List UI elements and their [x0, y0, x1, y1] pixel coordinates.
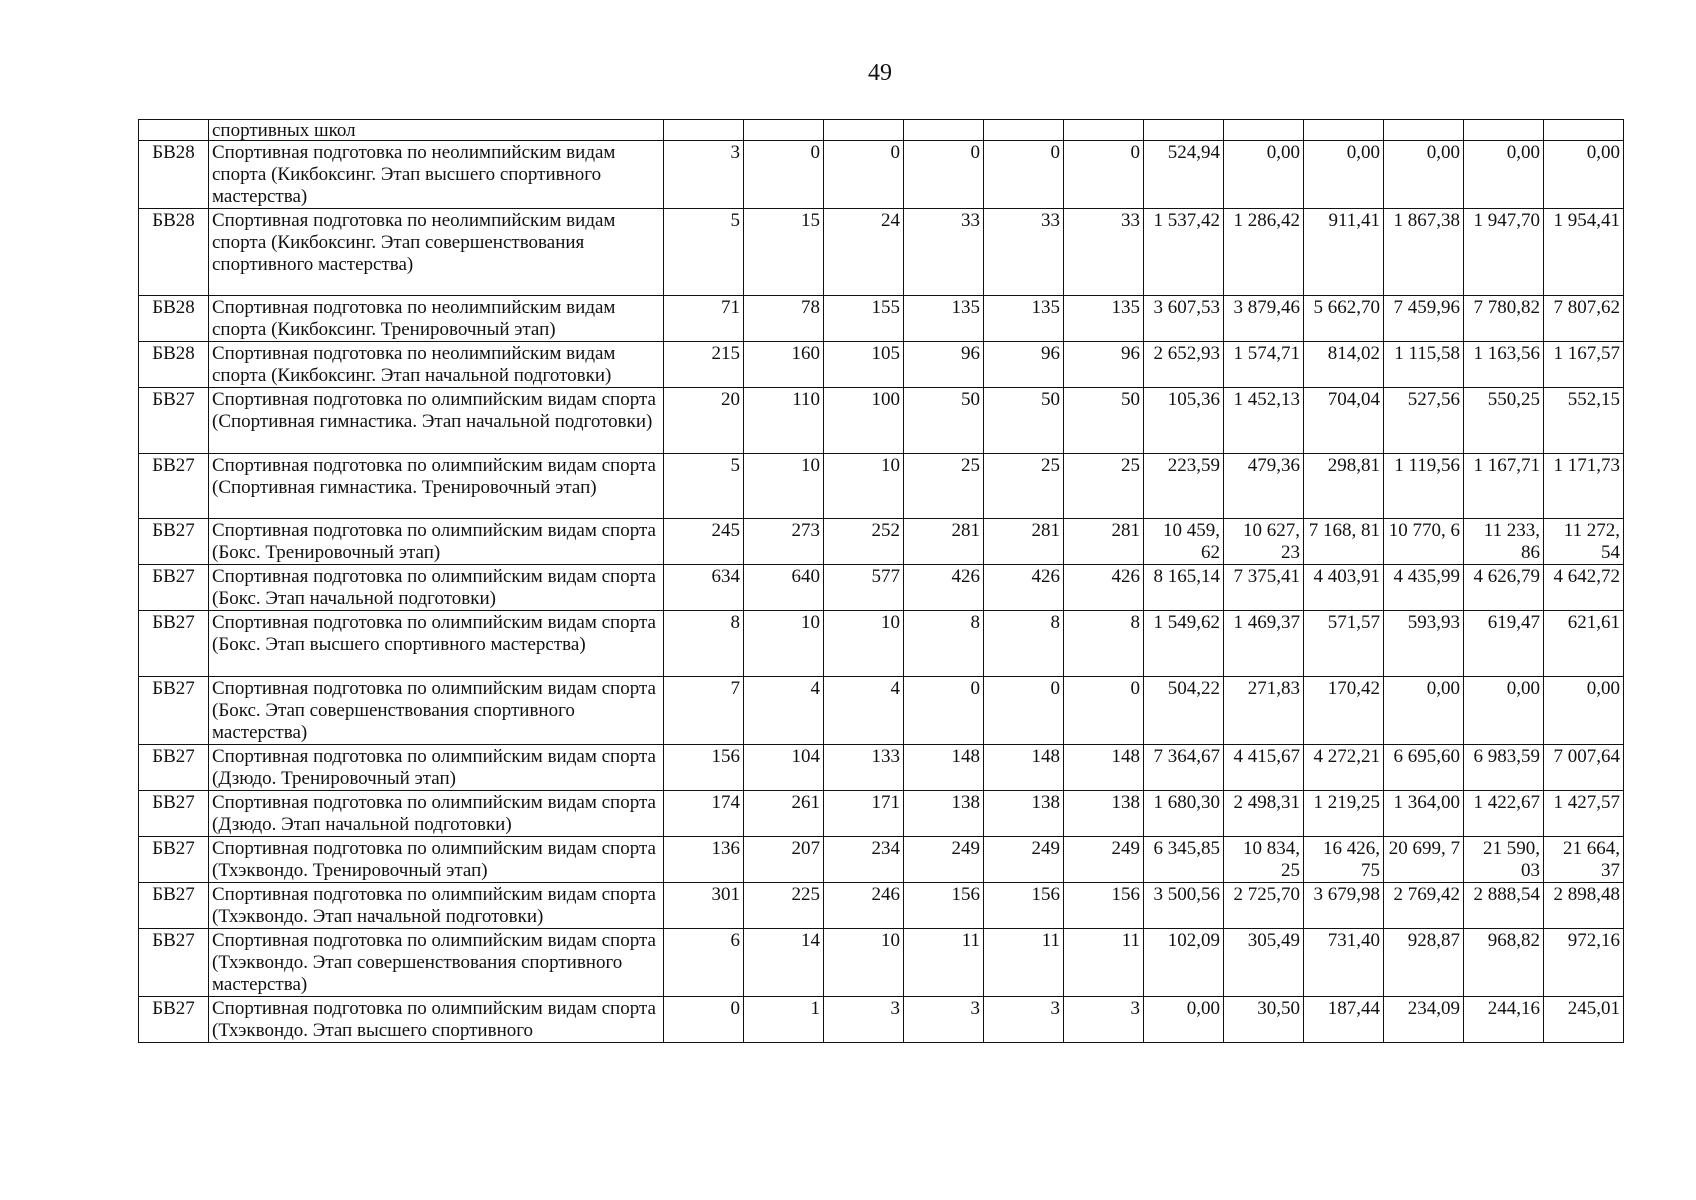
table-cell-value: 1: [744, 997, 824, 1043]
table-cell-value: 5: [664, 454, 744, 519]
table-row: [139, 997, 1624, 1043]
table-cell-value: 0: [1064, 677, 1144, 745]
table-cell-value: 148: [1064, 745, 1144, 791]
table-cell-value: 244,16: [1464, 997, 1544, 1043]
table-cell-value: 4 435,99: [1384, 565, 1464, 611]
table-cell-name: Спортивная подготовка по олимпийским видам спорта (Спортивная гимнастика. Тренировочный этап): [209, 454, 664, 519]
table-cell-value: 8: [664, 611, 744, 677]
table-cell-value: 20: [664, 388, 744, 454]
table-cell-value: 2 498,31: [1224, 791, 1304, 837]
table-cell-value: 1 549,62: [1144, 611, 1224, 677]
table-cell: [824, 120, 904, 141]
table-cell-value: 0: [904, 141, 984, 209]
table-cell-value: 10: [824, 929, 904, 997]
table-cell-value: 234: [824, 837, 904, 883]
table-cell-code: БВ27: [139, 883, 209, 929]
table-cell-value: 4 642,72: [1544, 565, 1624, 611]
table-cell-value: 1 469,37: [1224, 611, 1304, 677]
table-cell-value: 0,00: [1544, 141, 1624, 209]
table-cell-value: 24: [824, 209, 904, 296]
table-cell-code: БВ27: [139, 388, 209, 454]
table-cell-value: 1 163,56: [1464, 342, 1544, 388]
table-cell-name: Спортивная подготовка по олимпийским видам спорта (Тхэквондо. Этап начальной подготовки): [209, 883, 664, 929]
table-cell-value: 249: [904, 837, 984, 883]
table-cell-code: БВ28: [139, 141, 209, 209]
table-row: [139, 454, 1624, 519]
table-cell-name: Спортивная подготовка по олимпийским видам спорта (Тхэквондо. Этап совершенствования спортивного мастерства): [209, 929, 664, 997]
table-cell-value: 14: [744, 929, 824, 997]
table-cell: [664, 120, 744, 141]
table-cell-value: 21 664, 37: [1544, 837, 1624, 883]
table-cell-value: 245,01: [1544, 997, 1624, 1043]
table-row: [139, 677, 1624, 745]
table-row: [139, 296, 1624, 342]
table-cell-value: 4 626,79: [1464, 565, 1544, 611]
table-cell-value: 0: [664, 997, 744, 1043]
table-cell-value: 102,09: [1144, 929, 1224, 997]
table-cell-value: 7 007,64: [1544, 745, 1624, 791]
table-cell-value: 1 286,42: [1224, 209, 1304, 296]
table-cell-value: 249: [1064, 837, 1144, 883]
table-cell-value: 207: [744, 837, 824, 883]
table-cell-value: 281: [1064, 519, 1144, 565]
table-cell-value: 3: [984, 997, 1064, 1043]
table-cell-value: 5 662,70: [1304, 296, 1384, 342]
table-cell-value: 1 867,38: [1384, 209, 1464, 296]
table-cell-value: 4: [824, 677, 904, 745]
table-cell-value: 3 500,56: [1144, 883, 1224, 929]
table-cell-value: 281: [904, 519, 984, 565]
table-cell-value: 271,83: [1224, 677, 1304, 745]
table-cell-value: 0: [744, 141, 824, 209]
table-cell-value: 1 947,70: [1464, 209, 1544, 296]
table-cell-value: 135: [1064, 296, 1144, 342]
table-cell-code: [139, 120, 209, 141]
table-cell-value: 524,94: [1144, 141, 1224, 209]
table-cell-value: 8: [984, 611, 1064, 677]
table-cell-value: 0,00: [1384, 141, 1464, 209]
table-cell-value: 0: [984, 677, 1064, 745]
table-cell: [744, 120, 824, 141]
table-cell-value: 0,00: [1304, 141, 1384, 209]
table-row: [139, 565, 1624, 611]
table-cell-value: 7 375,41: [1224, 565, 1304, 611]
table-cell-value: 2 769,42: [1384, 883, 1464, 929]
table-cell-value: 1 219,25: [1304, 791, 1384, 837]
table-cell-name: Спортивная подготовка по олимпийским видам спорта (Тхэквондо. Этап высшего спортивного: [209, 997, 664, 1043]
table-cell-value: 0: [984, 141, 1064, 209]
table-row: [139, 791, 1624, 837]
table-cell-value: 3 879,46: [1224, 296, 1304, 342]
table-cell-value: 972,16: [1544, 929, 1624, 997]
table-cell-name: Спортивная подготовка по олимпийским видам спорта (Бокс. Этап начальной подготовки): [209, 565, 664, 611]
table-cell-value: 136: [664, 837, 744, 883]
table-cell-value: 552,15: [1544, 388, 1624, 454]
table-cell-value: 1 119,56: [1384, 454, 1464, 519]
table-cell-value: 504,22: [1144, 677, 1224, 745]
table-cell-value: 10: [824, 611, 904, 677]
table-cell-value: 50: [904, 388, 984, 454]
table-cell-value: 138: [904, 791, 984, 837]
table-cell-value: 640: [744, 565, 824, 611]
table-cell-value: 4 403,91: [1304, 565, 1384, 611]
table-cell-value: 968,82: [1464, 929, 1544, 997]
table-cell-code: БВ27: [139, 745, 209, 791]
table-cell-value: 1 167,71: [1464, 454, 1544, 519]
table-cell-value: 1 680,30: [1144, 791, 1224, 837]
table-cell-value: 4 415,67: [1224, 745, 1304, 791]
table-cell-value: 156: [904, 883, 984, 929]
table-cell-value: 100: [824, 388, 904, 454]
table-cell-value: 928,87: [1384, 929, 1464, 997]
table-cell-value: 0,00: [1224, 141, 1304, 209]
table-cell-value: 298,81: [1304, 454, 1384, 519]
table-cell-value: 1 422,67: [1464, 791, 1544, 837]
table-cell-value: 148: [984, 745, 1064, 791]
table-cell-value: 6: [664, 929, 744, 997]
table-cell-value: 593,93: [1384, 611, 1464, 677]
table-cell-value: 174: [664, 791, 744, 837]
table-cell-value: 1 167,57: [1544, 342, 1624, 388]
table-cell-value: 33: [984, 209, 1064, 296]
table-cell-value: 621,61: [1544, 611, 1624, 677]
table-cell-name: Спортивная подготовка по неолимпийским видам спорта (Кикбоксинг. Тренировочный этап): [209, 296, 664, 342]
table-cell-value: 15: [744, 209, 824, 296]
table-cell-value: 911,41: [1304, 209, 1384, 296]
table-cell-value: 7 364,67: [1144, 745, 1224, 791]
table-cell-value: 2 725,70: [1224, 883, 1304, 929]
table-cell-value: 155: [824, 296, 904, 342]
table-cell-value: 0,00: [1464, 141, 1544, 209]
table-cell-value: 1 954,41: [1544, 209, 1624, 296]
table-cell-value: 527,56: [1384, 388, 1464, 454]
table-cell: [1384, 120, 1464, 141]
table-cell: [904, 120, 984, 141]
table-cell-value: 11 272, 54: [1544, 519, 1624, 565]
table-cell-code: БВ28: [139, 209, 209, 296]
table-cell-value: 10 834, 25: [1224, 837, 1304, 883]
table-row: [139, 141, 1624, 209]
table-cell-value: 0: [904, 677, 984, 745]
table-cell-name: Спортивная подготовка по олимпийским видам спорта (Бокс. Тренировочный этап): [209, 519, 664, 565]
table-cell-value: 3: [904, 997, 984, 1043]
table-cell-value: 1 452,13: [1224, 388, 1304, 454]
table-cell-value: 0: [1064, 141, 1144, 209]
table-cell-value: 138: [984, 791, 1064, 837]
table-cell-name: Спортивная подготовка по неолимпийским видам спорта (Кикбоксинг. Этап высшего спортивного мастерства): [209, 141, 664, 209]
table-cell-code: БВ27: [139, 791, 209, 837]
table-cell: [1464, 120, 1544, 141]
table-cell-value: 0,00: [1544, 677, 1624, 745]
table-cell-value: 577: [824, 565, 904, 611]
table-cell-code: БВ27: [139, 565, 209, 611]
table-cell-code: БВ27: [139, 519, 209, 565]
table-cell-value: 96: [1064, 342, 1144, 388]
table-cell-value: 0: [824, 141, 904, 209]
table-cell-value: 1 171,73: [1544, 454, 1624, 519]
table-cell-value: 11: [1064, 929, 1144, 997]
table-cell-value: 301: [664, 883, 744, 929]
table-cell-value: 2 888,54: [1464, 883, 1544, 929]
table-cell-value: 479,36: [1224, 454, 1304, 519]
table-cell: [984, 120, 1064, 141]
table-cell-value: 50: [984, 388, 1064, 454]
table-cell-value: 10 627, 23: [1224, 519, 1304, 565]
table-row: [139, 883, 1624, 929]
table-cell-value: 4: [744, 677, 824, 745]
table-cell-value: 5: [664, 209, 744, 296]
table-cell-value: 8 165,14: [1144, 565, 1224, 611]
table-cell-value: 71: [664, 296, 744, 342]
table-cell-value: 10 770, 6: [1384, 519, 1464, 565]
table-cell-value: 0,00: [1144, 997, 1224, 1043]
table-cell-value: 135: [984, 296, 1064, 342]
table-cell-name: Спортивная подготовка по олимпийским видам спорта (Бокс. Этап высшего спортивного мастерства): [209, 611, 664, 677]
table-cell-value: 8: [1064, 611, 1144, 677]
table-cell-value: 7 168, 81: [1304, 519, 1384, 565]
table-cell-code: БВ27: [139, 837, 209, 883]
table-cell-value: 273: [744, 519, 824, 565]
table-cell-value: 7: [664, 677, 744, 745]
table-cell-name: Спортивная подготовка по олимпийским видам спорта (Спортивная гимнастика. Этап начальной подготовки): [209, 388, 664, 454]
table-cell-value: 4 272,21: [1304, 745, 1384, 791]
table-cell-value: 133: [824, 745, 904, 791]
table-row: [139, 388, 1624, 454]
table-cell-value: 261: [744, 791, 824, 837]
table-cell-value: 1 574,71: [1224, 342, 1304, 388]
table-cell-value: 245: [664, 519, 744, 565]
table-cell-value: 2 898,48: [1544, 883, 1624, 929]
table-cell-value: 110: [744, 388, 824, 454]
table-cell-value: 78: [744, 296, 824, 342]
table-cell-value: 634: [664, 565, 744, 611]
table-cell-value: 16 426, 75: [1304, 837, 1384, 883]
table-cell: [1144, 120, 1224, 141]
table-cell-value: 10: [744, 611, 824, 677]
table-cell-name: Спортивная подготовка по олимпийским видам спорта (Тхэквондо. Тренировочный этап): [209, 837, 664, 883]
table-cell-value: 1 364,00: [1384, 791, 1464, 837]
table-cell-value: 3 679,98: [1304, 883, 1384, 929]
table-cell-value: 170,42: [1304, 677, 1384, 745]
table-row: [139, 519, 1624, 565]
table-cell-value: 10: [744, 454, 824, 519]
table-cell-value: 156: [664, 745, 744, 791]
table-cell-value: 305,49: [1224, 929, 1304, 997]
table-cell-value: 246: [824, 883, 904, 929]
table-cell-name: Спортивная подготовка по неолимпийским видам спорта (Кикбоксинг. Этап начальной подготовки): [209, 342, 664, 388]
table-row: [139, 837, 1624, 883]
table-cell-value: 249: [984, 837, 1064, 883]
table-cell-value: 11 233, 86: [1464, 519, 1544, 565]
table-cell-value: 550,25: [1464, 388, 1544, 454]
table-cell-value: 96: [904, 342, 984, 388]
table-cell: [1224, 120, 1304, 141]
table-cell-code: БВ27: [139, 611, 209, 677]
table-cell-value: 171: [824, 791, 904, 837]
table-cell-value: 0,00: [1384, 677, 1464, 745]
table-cell: [1064, 120, 1144, 141]
table-cell-value: 21 590, 03: [1464, 837, 1544, 883]
table-cell-code: БВ27: [139, 929, 209, 997]
table-cell-value: 6 345,85: [1144, 837, 1224, 883]
table-cell-value: 1 115,58: [1384, 342, 1464, 388]
table-cell-name: Спортивная подготовка по неолимпийским видам спорта (Кикбоксинг. Этап совершенствования спортивного мастерства): [209, 209, 664, 296]
table-cell-value: 25: [904, 454, 984, 519]
table-cell-value: 33: [1064, 209, 1144, 296]
table-row: [139, 745, 1624, 791]
table-cell-value: 3: [824, 997, 904, 1043]
table-cell-value: 7 807,62: [1544, 296, 1624, 342]
table-cell-value: 50: [1064, 388, 1144, 454]
table-cell-value: 0,00: [1464, 677, 1544, 745]
table-cell-value: 148: [904, 745, 984, 791]
table-cell-value: 11: [984, 929, 1064, 997]
table-cell: [1304, 120, 1384, 141]
table-cell-value: 234,09: [1384, 997, 1464, 1043]
table-cell-value: 223,59: [1144, 454, 1224, 519]
table-cell-value: 814,02: [1304, 342, 1384, 388]
table-cell-value: 3: [664, 141, 744, 209]
table-cell-value: 252: [824, 519, 904, 565]
table-cell-name: Спортивная подготовка по олимпийским видам спорта (Дзюдо. Этап начальной подготовки): [209, 791, 664, 837]
table-cell-value: 619,47: [1464, 611, 1544, 677]
table-cell-value: 1 427,57: [1544, 791, 1624, 837]
page-number: 49: [868, 60, 892, 86]
table-cell-code: БВ27: [139, 677, 209, 745]
table-cell-value: 6 695,60: [1384, 745, 1464, 791]
table-cell-value: 215: [664, 342, 744, 388]
table-cell-value: 704,04: [1304, 388, 1384, 454]
table-cell-value: 8: [904, 611, 984, 677]
table-cell-value: 33: [904, 209, 984, 296]
table-cell-value: 3: [1064, 997, 1144, 1043]
table-cell-value: 10 459, 62: [1144, 519, 1224, 565]
table-cell-value: 10: [824, 454, 904, 519]
table-cell-value: 426: [984, 565, 1064, 611]
table-cell: [1544, 120, 1624, 141]
table-cell-value: 156: [1064, 883, 1144, 929]
table-cell-value: 96: [984, 342, 1064, 388]
table-row: [139, 611, 1624, 677]
table-cell-name: спортивных школ: [209, 120, 664, 141]
table-cell-value: 105: [824, 342, 904, 388]
table-row: [139, 929, 1624, 997]
table-cell-value: 225: [744, 883, 824, 929]
table-cell-value: 3 607,53: [1144, 296, 1224, 342]
table-cell-code: БВ27: [139, 997, 209, 1043]
table-cell-value: 138: [1064, 791, 1144, 837]
table-cell-value: 426: [904, 565, 984, 611]
table-cell-value: 1 537,42: [1144, 209, 1224, 296]
table-cell-code: БВ28: [139, 296, 209, 342]
table-cell-value: 156: [984, 883, 1064, 929]
table-cell-code: БВ28: [139, 342, 209, 388]
table-cell-value: 11: [904, 929, 984, 997]
table-body: [139, 120, 1624, 1043]
table-cell-value: 187,44: [1304, 997, 1384, 1043]
table-cell-value: 281: [984, 519, 1064, 565]
table-cell-value: 731,40: [1304, 929, 1384, 997]
table-cell-value: 25: [1064, 454, 1144, 519]
table-row-continuation: [139, 120, 1624, 141]
table-row: [139, 342, 1624, 388]
table-cell-name: Спортивная подготовка по олимпийским видам спорта (Дзюдо. Тренировочный этап): [209, 745, 664, 791]
table-cell-value: 30,50: [1224, 997, 1304, 1043]
table-cell-value: 135: [904, 296, 984, 342]
table-cell-value: 160: [744, 342, 824, 388]
table-cell-value: 426: [1064, 565, 1144, 611]
table-cell-value: 104: [744, 745, 824, 791]
table-cell-value: 6 983,59: [1464, 745, 1544, 791]
data-table: [138, 119, 1624, 1043]
table-cell-value: 105,36: [1144, 388, 1224, 454]
table-cell-code: БВ27: [139, 454, 209, 519]
table-cell-value: 7 780,82: [1464, 296, 1544, 342]
table-cell-value: 20 699, 7: [1384, 837, 1464, 883]
table-cell-value: 25: [984, 454, 1064, 519]
table-row: [139, 209, 1624, 296]
table-cell-value: 7 459,96: [1384, 296, 1464, 342]
table-cell-name: Спортивная подготовка по олимпийским видам спорта (Бокс. Этап совершенствования спортивного мастерства): [209, 677, 664, 745]
table-cell-value: 2 652,93: [1144, 342, 1224, 388]
table-cell-value: 571,57: [1304, 611, 1384, 677]
